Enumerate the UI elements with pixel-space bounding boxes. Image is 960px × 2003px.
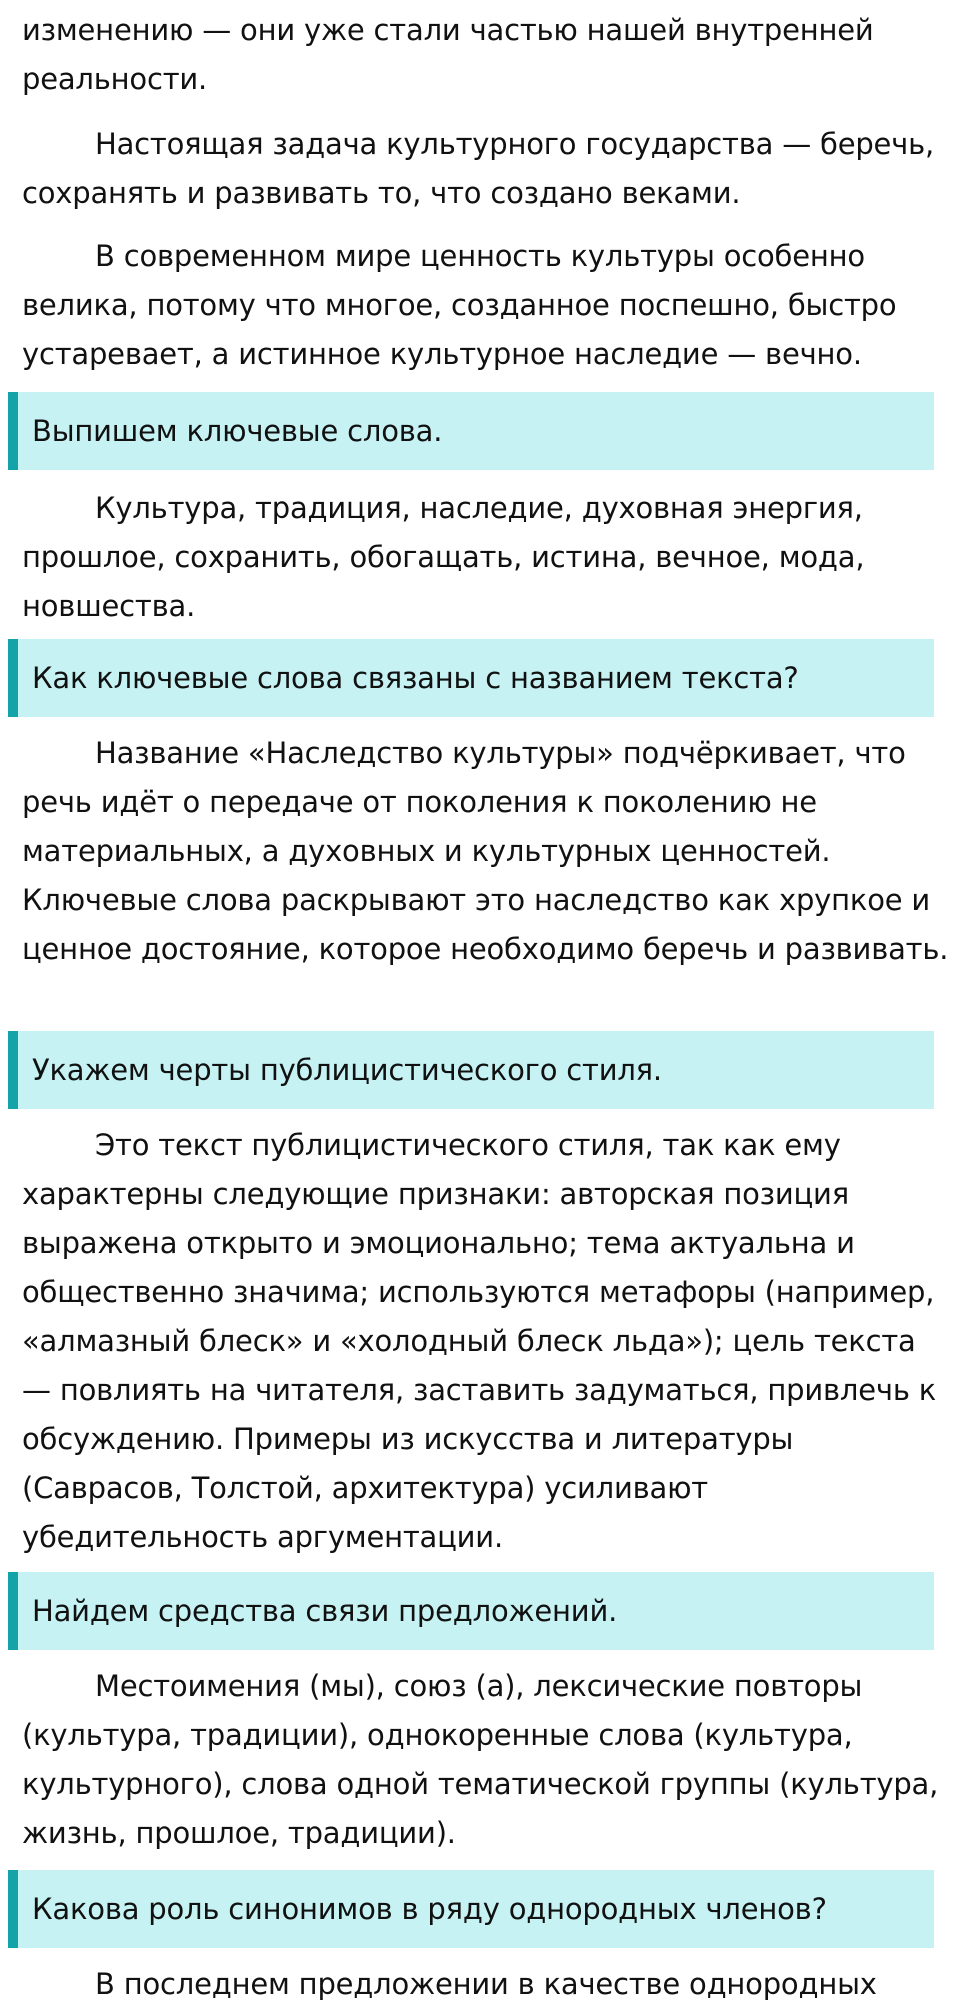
question-text: Как ключевые слова связаны с названием текста? bbox=[32, 661, 799, 695]
question-bar-publicistic-style bbox=[8, 1031, 934, 1109]
paragraph-synonyms-role: В последнем предложении в качестве однородных bbox=[95, 1967, 877, 2001]
question-text: Найдем средства связи предложений. bbox=[32, 1594, 618, 1628]
question-bar-keywords bbox=[8, 392, 934, 470]
paragraph-cultural-value: В современном мире ценность культуры особенно велика, потому что многое, созданное поспешно, быстро устаревает, а истинное культурное наследие — вечно. bbox=[22, 239, 897, 371]
question-bar-sentence-links bbox=[8, 1572, 934, 1650]
question-bar-title-link bbox=[8, 639, 934, 717]
question-text: Выпишем ключевые слова. bbox=[32, 414, 443, 448]
paragraph-continuation: изменению — они уже стали частью нашей внутренней реальности. bbox=[22, 13, 874, 96]
paragraph-title-link: Название «Наследство культуры» подчёркивает, что речь идёт о передаче от поколения к поколению не материальных, а духовных и культурных ценностей. Ключевые слова раскрывают это наследство как хрупкое и ценное достояние, которое необходимо беречь и развивать. bbox=[22, 736, 949, 966]
paragraph-publicistic-style: Это текст публицистического стиля, так как ему характерны следующие признаки: авторская позиция выражена открыто и эмоционально; тема актуальна и общественно значима; используются метафоры (например, «алмазный блеск» и «холодный блеск льда»); цель текста — повлиять на читателя, заставить задуматься, привлечь к обсуждению. Примеры из искусства и литературы (Саврасов, Толстой, архитектура) усиливают убедительность аргументации. bbox=[22, 1128, 937, 1554]
paragraph-cultural-state: Настоящая задача культурного государства — беречь, сохранять и развивать то, что создано веками. bbox=[22, 127, 935, 210]
question-bar-synonyms-role bbox=[8, 1870, 934, 1948]
question-text: Укажем черты публицистического стиля. bbox=[32, 1053, 662, 1087]
paragraph-sentence-links: Местоимения (мы), союз (а), лексические повторы (культура, традиции), однокоренные слова (культура, культурного), слова одной тематической группы (культура, жизнь, прошлое, традиции). bbox=[22, 1669, 939, 1850]
paragraph-keywords: Культура, традиция, наследие, духовная энергия, прошлое, сохранить, обогащать, истина, вечное, мода, новшества. bbox=[22, 491, 865, 623]
question-text: Какова роль синонимов в ряду однородных членов? bbox=[32, 1892, 827, 1926]
